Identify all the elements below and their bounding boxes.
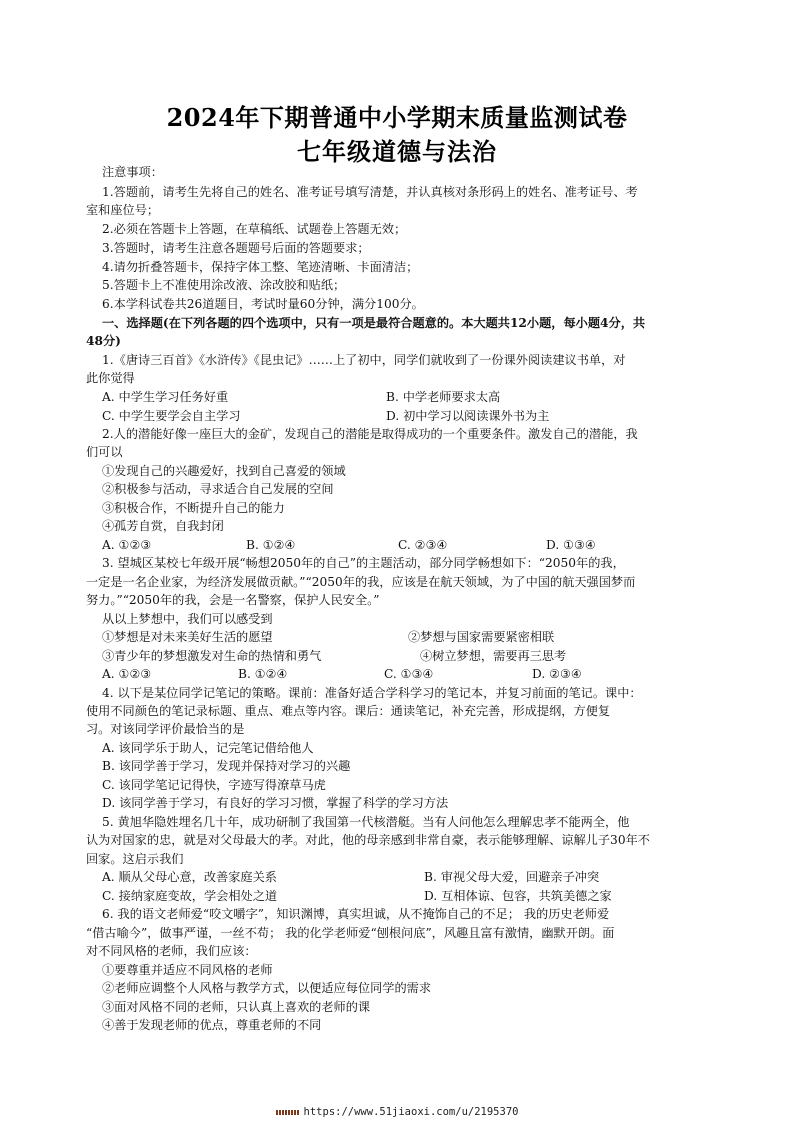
question-5-option-b: B. 审视父母大爱，回避亲子冲突 (424, 870, 600, 884)
question-2-option-d: D. ①③④ (546, 538, 596, 552)
question-3-statement-3: ③青少年的梦想激发对生命的热情和勇气 (102, 649, 322, 663)
question-4-option-d: D. 该同学善于学习，有良好的学习习惯，掌握了科学的学习方法 (102, 796, 449, 810)
question-1-option-a: A. 中学生学习任务好重 (102, 390, 229, 404)
exam-subject-title: 七年级道德与法治 (297, 137, 497, 166)
question-2-stem-cont: 们可以 (86, 445, 123, 459)
question-2-stem: 2.人的潜能好像一座巨大的金矿，发现自己的潜能是取得成功的一个重要条件。激发自己的潜能，我 (102, 427, 638, 441)
question-3-stem-cont-2: 努力。”“2050年的我，会是一名警察，保护人民安全。” (86, 593, 380, 607)
question-4-option-a: A. 该同学乐于助人，记完笔记借给他人 (102, 741, 314, 755)
question-5-stem-cont-2: 回家。这启示我们 (86, 852, 184, 866)
question-3-prompt: 从以上梦想中，我们可以感受到 (102, 612, 273, 626)
question-4-stem-cont-2: 习。对该同学评价最恰当的是 (86, 722, 245, 736)
notice-item-2: 2.必须在答题卡上答题，在草稿纸、试题卷上答题无效； (102, 222, 407, 236)
question-1-option-b: B. 中学老师要求太高 (386, 390, 501, 404)
notice-item-3: 3.答题时，请考生注意各题题号后面的答题要求； (102, 241, 370, 255)
question-4-stem-cont-1: 使用不同颜色的笔记录标题、重点、难点等内容。课后：通读笔记，补充完善，形成提纲，方便复 (86, 704, 611, 718)
question-6-stem-cont-2: 对不同风格的老师，我们应该： (86, 944, 257, 958)
question-4-option-c: C. 该同学笔记记得快，字迹写得潦草马虎 (102, 778, 326, 792)
question-6-stem-cont-1: “借古喻今”，做事严谨，一丝不苟； 我的化学老师爱“刨根问底”，风趣且富有激情，幽默开朗。面 (86, 926, 615, 940)
question-6-statement-3: ③面对风格不同的老师，只认真上喜欢的老师的课 (102, 1000, 371, 1014)
footer (0, 1106, 794, 1118)
notice-item-1-cont: 室和座位号； (86, 203, 160, 217)
question-6-statement-2: ②老师应调整个人风格与教学方式，以便适应每位同学的需求 (102, 981, 432, 995)
question-3-statement-4: ④树立梦想，需要再三思考 (420, 649, 567, 663)
notice-item-6: 6.本学科试卷共26道题目，考试时量60分钟，满分100分。 (102, 297, 424, 311)
question-5-option-a: A. 顺从父母心意，改善家庭关系 (102, 870, 277, 884)
question-2-statement-1: ①发现自己的兴趣爱好，找到自己喜爱的领域 (102, 464, 346, 478)
question-2-statement-4: ④孤芳自赏，自我封闭 (102, 519, 224, 533)
notice-item-4: 4.请勿折叠答题卡，保持字体工整、笔迹清晰、卡面清洁； (102, 260, 419, 274)
question-2-option-a: A. ①②③ (102, 538, 152, 552)
notice-item-1: 1.答题前，请考生先将自己的姓名、准考证号填写清楚，并认真核对条形码上的姓名、准考证号、考 (102, 185, 638, 199)
watermark-logo (276, 1110, 300, 1115)
question-3-option-c: C. ①③④ (384, 667, 434, 681)
question-2-option-b: B. ①②④ (246, 538, 296, 552)
question-3-stem-cont-1: 一定是一名企业家，为经济发展做贡献。”“2050年的我，应该是在航天领域，为了中国的航天强国梦而 (86, 575, 636, 589)
question-3-statement-2: ②梦想与国家需要紧密相联 (408, 630, 555, 644)
footer-url[interactable]: https://www.51jiaoxi.com/u/2195370 (303, 1106, 519, 1118)
question-1-option-d: D. 初中学习以阅读课外书为主 (386, 409, 550, 423)
question-2-statement-3: ③积极合作，不断提升自己的能力 (102, 501, 285, 515)
question-1-stem-cont: 此你觉得 (86, 371, 135, 385)
question-5-option-d: D. 互相体谅、包容，共筑美德之家 (424, 889, 612, 903)
section-heading-cont: 48分) (86, 334, 121, 348)
question-3-stem: 3. 望城区某校七年级开展“畅想2050年的自己”的主题活动，部分同学畅想如下：“2050年的我， (102, 556, 625, 570)
question-5-option-c: C. 接纳家庭变故，学会相处之道 (102, 889, 278, 903)
question-3-option-d: D. ②③④ (532, 667, 582, 681)
question-5-stem-cont-1: 认为对国家的忠，就是对父母最大的孝。对此，他的母亲感到非常自豪，表示能够理解、谅解儿子30年不 (86, 833, 650, 847)
exam-title: 2024年下期普通中小学期末质量监测试卷 (166, 103, 628, 132)
notice-item-5: 5.答题卡上不准使用涂改液、涂改胶和贴纸； (102, 278, 346, 292)
question-6-statement-1: ①要尊重并适应不同风格的老师 (102, 963, 273, 977)
question-1-option-c: C. 中学生要学会自主学习 (102, 409, 241, 423)
question-6-stem: 6. 我的语文老师爱“咬文嚼字”，知识渊博，真实坦诚，从不掩饰自己的不足； 我的历史老师爱 (102, 907, 610, 921)
notice-heading: 注意事项： (102, 165, 163, 179)
question-3-option-b: B. ①②④ (238, 667, 288, 681)
question-2-option-c: C. ②③④ (398, 538, 448, 552)
question-3-statement-1: ①梦想是对未来美好生活的愿望 (102, 630, 273, 644)
question-4-stem: 4. 以下是某位同学记笔记的策略。课前：准备好适合学科学习的笔记本，并复习前面的笔记。课中： (102, 686, 642, 700)
question-1-stem: 1.《唐诗三百首》《水浒传》《昆虫记》……上了初中，同学们就收到了一份课外阅读建议书单，对 (102, 353, 626, 367)
question-6-statement-4: ④善于发现老师的优点，尊重老师的不同 (102, 1018, 322, 1032)
question-2-statement-2: ②积极参与活动，寻求适合自己发展的空间 (102, 482, 334, 496)
question-3-option-a: A. ①②③ (102, 667, 152, 681)
section-heading: 一、选择题(在下列各题的四个选项中，只有一项是最符合题意的。本大题共12小题，每小题4分，共 (102, 316, 646, 330)
question-4-option-b: B. 该同学善于学习，发现并保持对学习的兴趣 (102, 759, 351, 773)
question-5-stem: 5. 黄旭华隐姓埋名几十年，成功研制了我国第一代核潜艇。当有人问他怎么理解忠孝不能两全，他 (102, 815, 630, 829)
